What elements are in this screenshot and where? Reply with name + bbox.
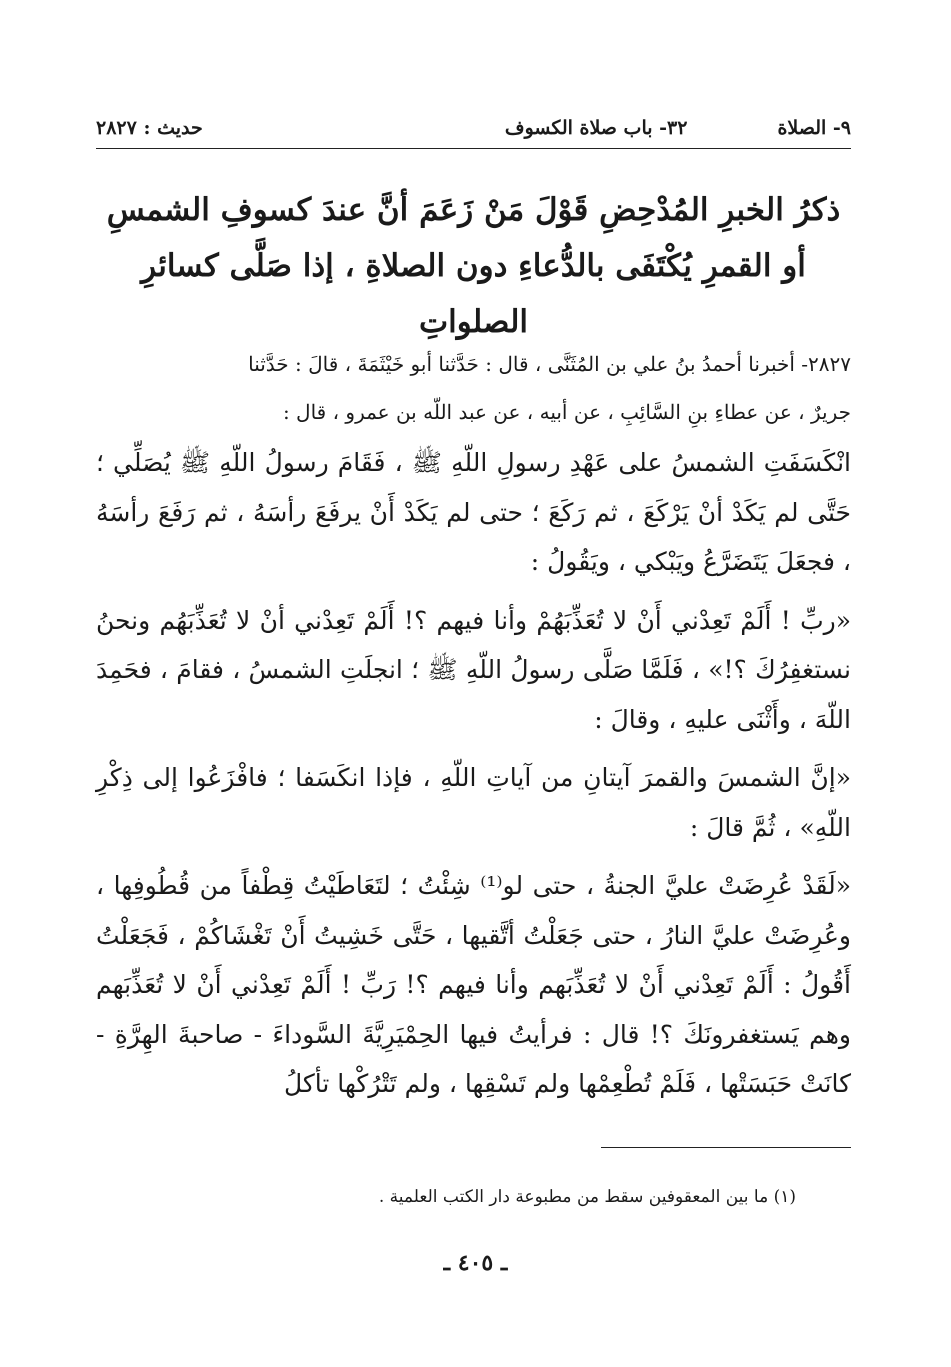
footnote: (١) ما بين المعقوفين سقط من مطبوعة دار الكتب العلمية .: [378, 1187, 796, 1207]
title-line-3: الصلواتِ: [418, 304, 528, 340]
isnad-line-1: ٢٨٢٧- أخبرنا أحمدُ بنُ علي بن المُثَنَّى ، قال : حَدَّثنا أبو خَيْثَمَةَ ، قالَ : حَدَّثنا: [248, 352, 851, 376]
hadith-paragraph-4: «لَقَدْ عُرِضَتْ عليَّ الجنةُ ، حتى لو⁽¹⁾ شِئْتُ ؛ لتَعَاطَيْتُ قِطْفاً من قُطُوفِها ، وعُرِضَتْ عليَّ النارُ ، حتى جَعَلْتُ أتَّقيها ، حَتَّى خَشِيتُ أَنْ تَغْشَاكُمْ ، فَجَعَلْتُ أَقُولُ : أَلَمْ تَعِدْني أَنْ لا تُعَذِّبَهم وأنا فيهم ؟! رَبِّ ! أَلَمْ تَعِدْني أَنْ لا تُعَذِّبَهم وهم يَستغفرونَكَ ؟! قال : فرأيتُ فيها الحِمْيَرِيَّةَ السَّوداءَ - صاحبةَ الهِرَّةِ - كانَتْ حَبَسَتْها ، فَلَمْ تُطْعِمْها ولم تَسْقِها ، ولم تَتْرُكْها تأكلُ: [96, 871, 852, 1098]
page-number: ـ ٤٠٥ ـ: [443, 1250, 508, 1276]
title-line-2: أو القمرِ يُكْتَفَى بالدُّعاءِ دون الصلاةِ ، إذا صَلَّى كسائرِ: [141, 248, 806, 284]
title-line-1: ذكرُ الخبرِ المُدْحِضِ قَوْلَ مَنْ زَعَمَ أنَّ عندَ كسوفِ الشمسِ: [106, 192, 841, 228]
hadith-paragraph-3: «إنَّ الشمسَ والقمرَ آيتانِ من آياتِ اللّهِ ، فإذا انكَسَفا ؛ فافْزَعُوا إلى ذِكْرِ اللّهِ» ، ثُمَّ قالَ :: [96, 763, 851, 842]
hadith-paragraph-2: «ربِّ ! أَلَمْ تَعِدْني أَنْ لا تُعَذِّبَهُمْ وأنا فيهم ؟! أَلَمْ تَعِدْني أنْ لا تُعَذِّبَهُم ونحنُ نستغفِرُكَ ؟!» ، فَلَمَّا صَلَّى رسولُ اللّهِ ﷺ ؛ انجلَتِ الشمسُ ، فقامَ ، فحَمِدَ اللّهَ ، وأَثْنَى عليهِ ، وقالَ :: [96, 605, 851, 734]
book-section-label: ٩- الصلاة: [777, 117, 851, 139]
isnad-line-2: جريرٌ ، عن عطاءِ بنِ السَّائِبِ ، عن أبيه ، عن عبد اللّه بن عمرو ، قال :: [282, 400, 851, 424]
chapter-label: ٣٢- باب صلاة الكسوف: [504, 117, 688, 139]
running-header: [96, 108, 851, 149]
hadith-reference: حديث : ٢٨٢٧: [96, 117, 203, 139]
section-title: [96, 182, 851, 350]
header-right-group: [505, 117, 851, 139]
hadith-text: [96, 342, 851, 1118]
hadith-paragraph-1: انْكَسَفَتِ الشمسُ على عَهْدِ رسولِ اللّهِ ﷺ ، فَقَامَ رسولُ اللّهِ ﷺ يُصَلِّي ؛ حَتَّى لم يَكَدْ أنْ يَرْكَعَ ، ثم رَكَعَ ؛ حتى لم يَكَدْ أَنْ يرفَعَ رأسَهُ ، ثم رَفَعَ رأسَهُ ، فجعَلَ يَتَضَرَّعُ ويَبْكي ، ويَقُولُ :: [96, 448, 851, 576]
